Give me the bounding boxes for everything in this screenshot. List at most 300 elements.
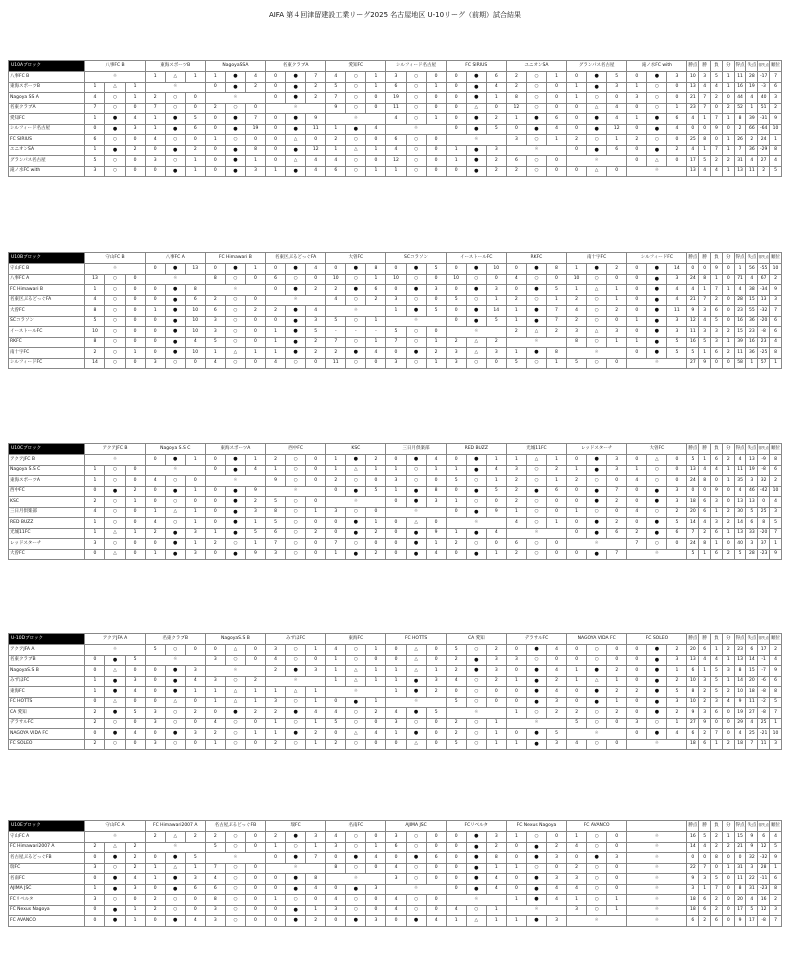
goals-for: 5 bbox=[205, 842, 225, 853]
stat-value: 4 bbox=[734, 285, 746, 296]
goals-against: 0 bbox=[306, 655, 326, 666]
stat-value: 6 bbox=[770, 82, 782, 93]
stat-value: 9 bbox=[770, 666, 782, 677]
team-name: NagoyaS.S B bbox=[9, 666, 85, 677]
goals-for: 0 bbox=[567, 166, 587, 177]
stat-value: -17 bbox=[758, 72, 770, 83]
stat-header: 勝点 bbox=[687, 61, 699, 72]
goals-for: 0 bbox=[145, 295, 165, 306]
stat-value: 13 bbox=[734, 655, 746, 666]
team-name: Nagoya S.S C bbox=[9, 465, 85, 476]
stat-header: 得失点 bbox=[758, 253, 770, 264]
stat-header: 分 bbox=[722, 61, 734, 72]
goals-for: 0 bbox=[386, 853, 406, 864]
stat-value: 26 bbox=[734, 135, 746, 146]
goals-for: 0 bbox=[567, 124, 587, 135]
goals-for: 2 bbox=[627, 135, 647, 146]
goals-against: 1 bbox=[366, 166, 386, 177]
result-symbol bbox=[286, 905, 306, 916]
result-symbol bbox=[286, 697, 306, 708]
result-symbol bbox=[105, 884, 125, 895]
result-symbol bbox=[647, 316, 667, 327]
opponent-header: 光城11FC bbox=[506, 444, 566, 455]
opponent-header: SCコラソン bbox=[386, 253, 446, 264]
goals-for: 5 bbox=[326, 82, 346, 93]
result-symbol bbox=[346, 549, 366, 560]
goals-against: 0 bbox=[245, 895, 265, 906]
goals-against: 1 bbox=[426, 358, 446, 369]
goals-for: 1 bbox=[326, 465, 346, 476]
goals-against: 4 bbox=[306, 708, 326, 719]
stat-value: 27 bbox=[687, 718, 699, 729]
result-symbol bbox=[587, 739, 607, 750]
goals-against: 0 bbox=[426, 905, 446, 916]
goals-for: 0 bbox=[266, 72, 286, 83]
goals-against: 0 bbox=[185, 135, 205, 146]
goals-for: 5 bbox=[145, 645, 165, 656]
goals-against: 4 bbox=[125, 729, 145, 740]
stat-header: 得失点 bbox=[758, 821, 770, 832]
stat-header: 勝 bbox=[699, 634, 711, 645]
result-symbol bbox=[406, 135, 426, 146]
goals-for: 3 bbox=[145, 739, 165, 750]
result-symbol bbox=[286, 874, 306, 885]
goals-for: 3 bbox=[386, 718, 406, 729]
goals-against: 3 bbox=[125, 124, 145, 135]
result-symbol bbox=[526, 863, 546, 874]
goals-for: 5 bbox=[386, 327, 406, 338]
team-name: レッドスターチ bbox=[9, 539, 85, 550]
stat-header: 得失点 bbox=[758, 444, 770, 455]
self-match-cell: ※ bbox=[567, 729, 627, 740]
standings-table bbox=[8, 252, 782, 369]
stat-value: 17 bbox=[687, 156, 699, 167]
goals-against: 1 bbox=[547, 135, 567, 146]
result-symbol bbox=[466, 316, 486, 327]
goals-for: 8 bbox=[85, 337, 105, 348]
goals-for: 1 bbox=[266, 327, 286, 338]
table-row bbox=[9, 285, 782, 296]
stat-value: 1 bbox=[770, 718, 782, 729]
goals-for: 1 bbox=[386, 166, 406, 177]
result-symbol bbox=[647, 465, 667, 476]
goals-for: 6 bbox=[386, 135, 406, 146]
goals-against: 2 bbox=[366, 528, 386, 539]
goals-against: 4 bbox=[245, 465, 265, 476]
stat-value: 9 bbox=[711, 124, 723, 135]
result-symbol bbox=[286, 539, 306, 550]
goals-against: 3 bbox=[185, 528, 205, 539]
stat-value: 1 bbox=[722, 135, 734, 146]
goals-for: 2 bbox=[85, 497, 105, 508]
stat-value: 7 bbox=[699, 295, 711, 306]
goals-against: 0 bbox=[426, 93, 446, 104]
goals-against: 0 bbox=[306, 895, 326, 906]
stat-value: 11 bbox=[758, 739, 770, 750]
goals-against: 9 bbox=[426, 528, 446, 539]
goals-for: 0 bbox=[627, 497, 647, 508]
team-name: 名東クラブA bbox=[9, 103, 85, 114]
stat-value: 1 bbox=[734, 264, 746, 275]
stat-value: 6 bbox=[687, 666, 699, 677]
goals-against: 0 bbox=[426, 103, 446, 114]
goals-against: 0 bbox=[245, 916, 265, 927]
result-symbol bbox=[346, 465, 366, 476]
result-symbol bbox=[526, 295, 546, 306]
goals-against: 4 bbox=[185, 916, 205, 927]
result-symbol bbox=[105, 905, 125, 916]
stat-value: 7 bbox=[734, 145, 746, 156]
table-row bbox=[9, 708, 782, 719]
goals-for: 4 bbox=[567, 884, 587, 895]
opponent-header: みずほFC bbox=[266, 634, 326, 645]
goals-for: 4 bbox=[326, 708, 346, 719]
stat-value: 0 bbox=[687, 124, 699, 135]
goals-against: 4 bbox=[546, 895, 566, 906]
table-row bbox=[9, 348, 782, 359]
goals-against: 1 bbox=[667, 718, 687, 729]
stat-value: 2 bbox=[711, 93, 723, 104]
goals-against: 8 bbox=[546, 264, 566, 275]
stat-value: -8 bbox=[758, 687, 770, 698]
goals-for: 2 bbox=[506, 82, 526, 93]
stat-value: 19 bbox=[746, 465, 758, 476]
stat-value: 7 bbox=[699, 863, 711, 874]
goals-for: 3 bbox=[326, 507, 346, 518]
goals-for: 0 bbox=[627, 306, 647, 317]
goals-for: 4 bbox=[567, 842, 587, 853]
goals-against: 0 bbox=[125, 539, 145, 550]
stat-value: 2 bbox=[722, 348, 734, 359]
goals-against: 4 bbox=[667, 729, 687, 740]
goals-against: 0 bbox=[607, 655, 627, 666]
goals-against: 2 bbox=[486, 676, 506, 687]
stat-value: 7 bbox=[746, 739, 758, 750]
goals-against: 4 bbox=[607, 103, 627, 114]
result-symbol bbox=[165, 916, 185, 927]
goals-against: 0 bbox=[547, 103, 567, 114]
opponent-header: 名東クラブB bbox=[145, 634, 205, 645]
result-symbol bbox=[165, 539, 185, 550]
goals-against: 9 bbox=[306, 114, 326, 125]
stat-value: 9 bbox=[687, 874, 699, 885]
stat-value: -8 bbox=[758, 708, 770, 719]
goals-against: 10 bbox=[185, 348, 205, 359]
goals-for: 0 bbox=[266, 874, 286, 885]
result-symbol bbox=[165, 676, 185, 687]
result-symbol bbox=[526, 518, 546, 529]
goals-for: 1 bbox=[85, 518, 105, 529]
goals-against: 0 bbox=[547, 166, 567, 177]
opponent-header: 瑞FC bbox=[266, 821, 326, 832]
goals-against: 1 bbox=[306, 905, 326, 916]
goals-against: 3 bbox=[486, 145, 506, 156]
goals-for: 8 bbox=[506, 93, 526, 104]
self-match-cell: ※ bbox=[627, 166, 687, 177]
result-symbol bbox=[647, 455, 667, 466]
result-symbol bbox=[466, 337, 486, 348]
stat-value: 0 bbox=[722, 497, 734, 508]
goals-against: 0 bbox=[366, 507, 386, 518]
result-symbol bbox=[526, 729, 546, 740]
goals-for: 3 bbox=[266, 697, 286, 708]
goals-for: 3 bbox=[205, 905, 225, 916]
stat-header: 負 bbox=[711, 253, 723, 264]
goals-for: 0 bbox=[266, 853, 286, 864]
goals-for: 0 bbox=[386, 264, 406, 275]
self-match-cell: ※ bbox=[326, 874, 386, 885]
result-symbol bbox=[466, 645, 486, 656]
result-symbol bbox=[466, 114, 486, 125]
stat-value: 17 bbox=[746, 916, 758, 927]
result-symbol bbox=[225, 905, 245, 916]
goals-against: 10 bbox=[486, 264, 506, 275]
goals-for: 1 bbox=[266, 729, 286, 740]
goals-for: 6 bbox=[386, 842, 406, 853]
stat-value: 4 bbox=[699, 518, 711, 529]
result-symbol bbox=[587, 93, 607, 104]
result-symbol bbox=[105, 82, 125, 93]
result-symbol bbox=[647, 676, 667, 687]
result-symbol bbox=[406, 285, 426, 296]
goals-against: 0 bbox=[125, 697, 145, 708]
result-symbol bbox=[526, 895, 546, 906]
goals-for: 5 bbox=[567, 358, 587, 369]
goals-against: 3 bbox=[185, 874, 205, 885]
goals-for: 0 bbox=[627, 156, 647, 167]
result-symbol bbox=[406, 358, 426, 369]
result-symbol bbox=[466, 718, 486, 729]
result-symbol bbox=[225, 518, 245, 529]
goals-for: 0 bbox=[446, 72, 466, 83]
stat-value: 2 bbox=[711, 895, 723, 906]
stat-value: 1 bbox=[699, 285, 711, 296]
goals-against: 0 bbox=[125, 274, 145, 285]
opponent-header: 守山FC B bbox=[85, 253, 145, 264]
goals-for: 2 bbox=[506, 549, 526, 560]
result-symbol bbox=[406, 82, 426, 93]
goals-against: 4 bbox=[245, 72, 265, 83]
opponent-header: 大曽FC bbox=[627, 444, 687, 455]
stat-value: 17 bbox=[758, 645, 770, 656]
stat-value: 14 bbox=[746, 655, 758, 666]
stat-value: 10 bbox=[770, 729, 782, 740]
stat-value: 16 bbox=[687, 832, 699, 843]
goals-for: 0 bbox=[446, 114, 466, 125]
goals-against: 0 bbox=[426, 645, 446, 656]
goals-against: 0 bbox=[546, 507, 566, 518]
stat-value: 39 bbox=[734, 337, 746, 348]
stat-header: 負 bbox=[711, 821, 723, 832]
team-name: FC HOTTS bbox=[9, 697, 85, 708]
goals-for: 0 bbox=[386, 549, 406, 560]
table-row bbox=[9, 863, 782, 874]
result-symbol bbox=[165, 135, 185, 146]
goals-against: 0 bbox=[426, 863, 446, 874]
result-symbol bbox=[225, 708, 245, 719]
goals-against: 10 bbox=[185, 316, 205, 327]
result-symbol bbox=[165, 72, 185, 83]
goals-against: 2 bbox=[667, 507, 687, 518]
goals-for: 2 bbox=[85, 718, 105, 729]
goals-for: 0 bbox=[386, 528, 406, 539]
result-symbol bbox=[105, 337, 125, 348]
goals-against: 0 bbox=[486, 697, 506, 708]
result-symbol bbox=[406, 895, 426, 906]
goals-for: 3 bbox=[386, 832, 406, 843]
goals-against: 0 bbox=[245, 135, 265, 146]
stat-value: -2 bbox=[758, 697, 770, 708]
goals-against: 0 bbox=[245, 655, 265, 666]
goals-for: 0 bbox=[506, 666, 526, 677]
goals-against: 6 bbox=[607, 528, 627, 539]
stat-value: 36 bbox=[746, 145, 758, 156]
result-symbol: - bbox=[346, 327, 366, 338]
goals-against: 1 bbox=[486, 916, 506, 927]
stat-value: 20 bbox=[746, 676, 758, 687]
opponent-header: NAGOYA VIDA FC bbox=[567, 634, 627, 645]
team-name: 滝ノ水FC with bbox=[9, 166, 85, 177]
goals-for: 7 bbox=[386, 337, 406, 348]
stat-value: 4 bbox=[699, 166, 711, 177]
result-symbol bbox=[165, 455, 185, 466]
goals-for: 1 bbox=[326, 676, 346, 687]
stat-value: 37 bbox=[758, 539, 770, 550]
self-match-cell: ※ bbox=[627, 895, 687, 906]
stat-value: 7 bbox=[699, 103, 711, 114]
result-symbol bbox=[587, 666, 607, 677]
result-symbol bbox=[647, 645, 667, 656]
goals-against: 3 bbox=[607, 853, 627, 864]
goals-against: 5 bbox=[667, 348, 687, 359]
goals-for: 4 bbox=[446, 676, 466, 687]
result-symbol bbox=[225, 145, 245, 156]
goals-for: 1 bbox=[446, 528, 466, 539]
goals-for: 2 bbox=[205, 539, 225, 550]
goals-for: 4 bbox=[386, 145, 406, 156]
goals-for: 0 bbox=[446, 82, 466, 93]
goals-against: 1 bbox=[185, 486, 205, 497]
result-symbol bbox=[587, 708, 607, 719]
goals-against: 0 bbox=[426, 72, 446, 83]
result-symbol bbox=[406, 863, 426, 874]
stat-value: 5 bbox=[711, 72, 723, 83]
result-symbol bbox=[526, 874, 546, 885]
stat-value: 2 bbox=[699, 916, 711, 927]
result-symbol bbox=[587, 507, 607, 518]
goals-against: 2 bbox=[306, 82, 326, 93]
result-symbol bbox=[225, 348, 245, 359]
self-match-cell: ※ bbox=[266, 486, 326, 497]
block-name: U10Aブロック bbox=[9, 61, 85, 72]
result-symbol bbox=[105, 687, 125, 698]
result-symbol bbox=[647, 103, 667, 114]
result-symbol bbox=[466, 486, 486, 497]
stat-value: 2 bbox=[770, 895, 782, 906]
result-symbol bbox=[406, 832, 426, 843]
stat-value: 2 bbox=[711, 295, 723, 306]
stat-value: 6 bbox=[770, 465, 782, 476]
goals-for: 0 bbox=[567, 114, 587, 125]
goals-for: 14 bbox=[85, 358, 105, 369]
goals-against: 3 bbox=[185, 666, 205, 677]
goals-for: 0 bbox=[266, 916, 286, 927]
goals-against: 1 bbox=[667, 103, 687, 114]
goals-for: 0 bbox=[506, 687, 526, 698]
goals-for: 3 bbox=[145, 718, 165, 729]
goals-for: 7 bbox=[326, 93, 346, 104]
stat-header: 分 bbox=[722, 253, 734, 264]
goals-for: 2 bbox=[506, 327, 526, 338]
result-symbol bbox=[286, 114, 306, 125]
stat-value: 5 bbox=[770, 697, 782, 708]
goals-for: 0 bbox=[446, 884, 466, 895]
goals-against: 0 bbox=[185, 93, 205, 104]
self-match-cell: ※ bbox=[506, 718, 566, 729]
goals-against: 0 bbox=[426, 145, 446, 156]
result-symbol bbox=[406, 327, 426, 338]
stat-value: 10 bbox=[770, 486, 782, 497]
result-symbol bbox=[466, 358, 486, 369]
opponent-header: 東海スポーツA bbox=[205, 444, 265, 455]
goals-against: 2 bbox=[366, 549, 386, 560]
goals-for: 5 bbox=[446, 697, 466, 708]
result-symbol bbox=[526, 316, 546, 327]
goals-against: 0 bbox=[426, 718, 446, 729]
self-match-cell: ※ bbox=[386, 884, 446, 895]
team-name: アクアJFA A bbox=[9, 645, 85, 656]
team-name: RKFC bbox=[9, 337, 85, 348]
result-symbol bbox=[165, 739, 185, 750]
goals-for: 1 bbox=[446, 497, 466, 508]
result-symbol bbox=[406, 455, 426, 466]
stat-value: 8 bbox=[699, 135, 711, 146]
goals-for: 8 bbox=[266, 507, 286, 518]
result-symbol bbox=[466, 455, 486, 466]
stat-value: 19 bbox=[746, 82, 758, 93]
table-row bbox=[9, 93, 782, 104]
result-symbol bbox=[647, 486, 667, 497]
goals-for: 0 bbox=[205, 82, 225, 93]
goals-for: 6 bbox=[506, 156, 526, 167]
stat-value: 67 bbox=[758, 274, 770, 285]
result-symbol bbox=[466, 348, 486, 359]
goals-against: 3 bbox=[667, 486, 687, 497]
result-symbol bbox=[105, 549, 125, 560]
result-symbol bbox=[526, 306, 546, 317]
stat-value: 0 bbox=[722, 718, 734, 729]
result-symbol bbox=[406, 729, 426, 740]
goals-for: 7 bbox=[326, 539, 346, 550]
team-name: FC Himawari2007 A bbox=[9, 842, 85, 853]
self-match-cell: ※ bbox=[326, 114, 386, 125]
result-symbol bbox=[346, 518, 366, 529]
stat-value: 25 bbox=[758, 718, 770, 729]
goals-against: 1 bbox=[245, 348, 265, 359]
stat-value: 11 bbox=[687, 327, 699, 338]
result-symbol bbox=[406, 539, 426, 550]
goals-for: 0 bbox=[266, 285, 286, 296]
stat-value: 2 bbox=[722, 518, 734, 529]
self-match-cell: ※ bbox=[627, 905, 687, 916]
stat-value: 8 bbox=[770, 884, 782, 895]
opponent-header: FC SIRIUS bbox=[446, 61, 506, 72]
goals-for: 0 bbox=[627, 274, 647, 285]
stat-value: 6 bbox=[687, 729, 699, 740]
self-match-cell: ※ bbox=[627, 832, 687, 843]
goals-for: 2 bbox=[567, 316, 587, 327]
stat-value: 2 bbox=[770, 103, 782, 114]
